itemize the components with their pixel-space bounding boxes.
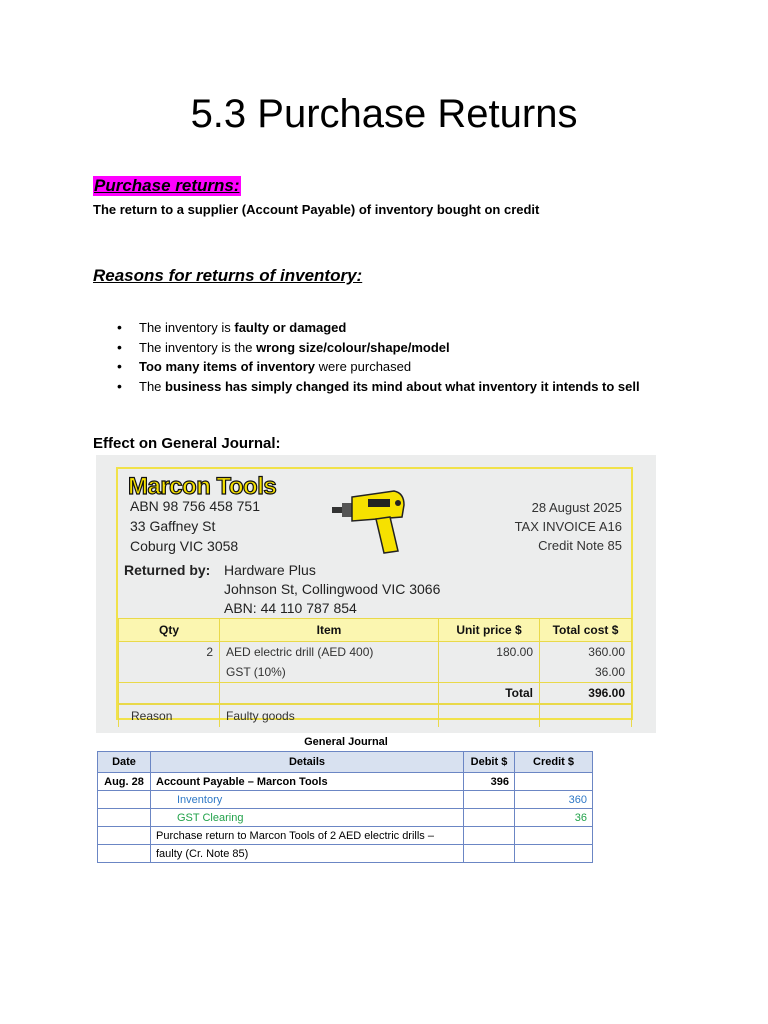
table-row — [98, 845, 593, 863]
reason-text: The inventory is the — [139, 339, 257, 355]
invoice-date: 28 August 2025 — [531, 500, 622, 515]
total-value: 396.00 — [540, 683, 632, 705]
credit-cell — [515, 845, 593, 863]
column-header: Details — [151, 752, 464, 773]
column-header: Item — [220, 619, 439, 642]
table-row — [98, 773, 593, 791]
debit-cell — [464, 809, 515, 827]
reason-emphasis: faulty or damaged — [234, 320, 347, 335]
date-cell — [98, 791, 151, 809]
details-cell: Purchase return to Marcon Tools of 2 AED electric drills – — [151, 827, 464, 845]
column-header: Debit $ — [464, 752, 515, 773]
details-cell: GST Clearing — [151, 809, 464, 827]
reason-emphasis: business has simply changed its mind about what inventory it intends to sell — [165, 378, 640, 394]
reason-row — [119, 704, 632, 727]
invoice-image — [96, 455, 656, 733]
date-cell: Aug. 28 — [98, 773, 151, 791]
returned-by-name: Hardware Plus — [224, 562, 316, 578]
reason-emphasis: wrong size/colour/shape/model — [256, 339, 450, 355]
company-logo: Marcon Tools — [128, 473, 277, 500]
total-cost-cell: 360.00 — [540, 642, 632, 663]
date-cell — [98, 827, 151, 845]
table-row — [119, 662, 632, 683]
item-cell: AED electric drill (AED 400) — [220, 642, 439, 663]
credit-cell: 360 — [515, 791, 593, 809]
journal-title: General Journal — [304, 736, 388, 748]
reason-text: The inventory is — [139, 320, 235, 335]
details-cell: Inventory — [151, 791, 464, 809]
credit-cell — [515, 827, 593, 845]
item-cell: GST (10%) — [220, 662, 439, 683]
details-cell: Account Payable – Marcon Tools — [151, 773, 464, 791]
credit-note-number: Credit Note 85 — [538, 538, 622, 553]
page-title: 5.3 Purchase Returns — [190, 92, 578, 136]
table-row — [119, 642, 632, 663]
reasons-list — [117, 318, 640, 396]
credit-cell — [515, 773, 593, 791]
table-row — [98, 791, 593, 809]
returned-by-label: Returned by: — [124, 562, 211, 578]
reasons-heading: Reasons for returns of inventory: — [93, 266, 363, 285]
debit-cell — [464, 845, 515, 863]
purchase-returns-label: Purchase returns: — [94, 176, 240, 195]
company-abn: ABN 98 756 458 751 — [130, 498, 260, 514]
unit-price-cell: 180.00 — [439, 642, 540, 663]
qty-cell — [119, 662, 220, 683]
date-cell — [98, 809, 151, 827]
total-row — [119, 683, 632, 705]
column-header: Qty — [119, 619, 220, 642]
list-item — [117, 338, 640, 358]
debit-cell: 396 — [464, 773, 515, 791]
total-cost-cell: 36.00 — [540, 662, 632, 683]
column-header: Total cost $ — [540, 619, 632, 642]
drill-icon — [328, 477, 418, 557]
list-item — [117, 318, 640, 338]
general-journal-table — [97, 751, 593, 863]
table-row — [98, 809, 593, 827]
reason-value: Faulty goods — [220, 704, 439, 727]
returned-by-address: Johnson St, Collingwood VIC 3066 — [224, 581, 441, 597]
qty-cell: 2 — [119, 642, 220, 663]
effect-heading: Effect on General Journal: — [93, 435, 281, 452]
company-suburb: Coburg VIC 3058 — [130, 538, 239, 554]
column-header: Date — [98, 752, 151, 773]
table-row — [98, 827, 593, 845]
date-cell — [98, 845, 151, 863]
details-cell: faulty (Cr. Note 85) — [151, 845, 464, 863]
company-street: 33 Gaffney St — [130, 518, 216, 534]
returned-by-abn: ABN: 44 110 787 854 — [224, 600, 357, 616]
unit-price-cell — [439, 662, 540, 683]
reason-label: Reason — [119, 704, 220, 727]
reason-text: were purchased — [315, 359, 412, 374]
list-item — [117, 357, 640, 377]
total-label: Total — [439, 683, 540, 705]
reason-text: The — [139, 378, 166, 394]
tax-invoice-number: TAX INVOICE A16 — [514, 519, 622, 534]
column-header: Credit $ — [515, 752, 593, 773]
reason-emphasis: Too many items of inventory — [139, 359, 316, 374]
invoice-table — [118, 618, 632, 727]
debit-cell — [464, 791, 515, 809]
list-item — [117, 377, 640, 397]
column-header: Unit price $ — [439, 619, 540, 642]
debit-cell — [464, 827, 515, 845]
credit-cell: 36 — [515, 809, 593, 827]
purchase-returns-definition: The return to a supplier (Account Payable) of inventory bought on credit — [93, 202, 540, 217]
